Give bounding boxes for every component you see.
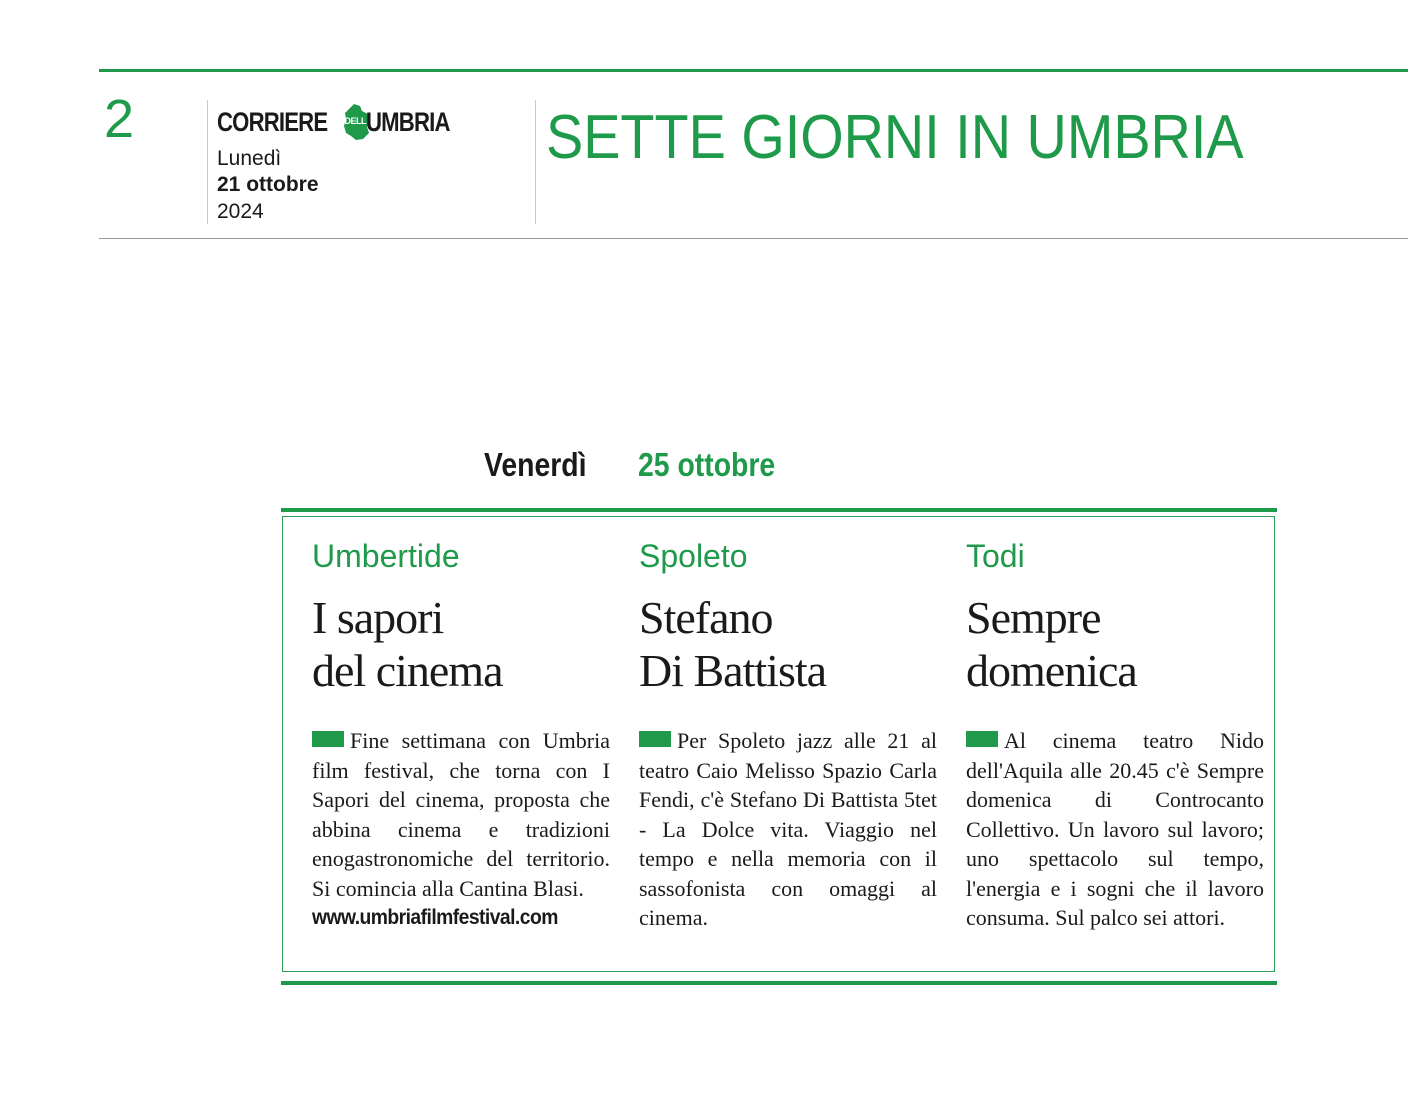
section-title: SETTE GIORNI IN UMBRIA: [546, 103, 1244, 172]
day-weekday: Venerdì: [484, 446, 587, 483]
article-spoleto: [639, 532, 937, 933]
box-bottom-rule: [281, 981, 1277, 985]
issue-weekday: Lunedì: [217, 147, 282, 170]
headline-line: domenica: [966, 645, 1137, 696]
article-body: [312, 726, 610, 933]
header-divider-right: [535, 100, 536, 224]
article-url: www.umbriafilmfestival.com: [312, 906, 558, 929]
article-body: [639, 726, 937, 933]
header-divider-left: [207, 100, 208, 224]
headline-line: Stefano: [639, 592, 773, 643]
green-square-bullet-icon: [312, 731, 344, 747]
logo-text-right: UMBRIA: [365, 106, 450, 137]
logo-text-mid: DELL: [344, 116, 367, 126]
article-headline: [639, 591, 937, 697]
header-top-rule: [99, 69, 1408, 72]
day-date: 25 ottobre: [638, 446, 776, 483]
headline-line: Sempre: [966, 592, 1101, 643]
article-city: Todi: [966, 538, 1025, 574]
page-number: 2: [104, 89, 135, 149]
article-body-text: Al cinema teatro Nido dell'Aquila alle 20.45 c'è Sempre domenica di Controcanto Collettivo. Un lavoro sul lavoro; uno spettacolo sul tempo, l'energia e i sogni che il lavoro consuma. Sul palco sei attori.: [966, 728, 1264, 930]
headline-line: Di Battista: [639, 645, 827, 696]
article-umbertide: [312, 532, 610, 933]
article-body: [966, 726, 1264, 933]
article-city: Spoleto: [639, 538, 748, 574]
newspaper-logo: [217, 100, 468, 144]
issue-year: 2024: [217, 200, 264, 223]
green-square-bullet-icon: [966, 731, 998, 747]
header-bottom-rule: [99, 238, 1408, 239]
article-todi: [966, 532, 1264, 933]
article-headline: [312, 591, 610, 697]
article-body-text: Per Spoleto jazz alle 21 al teatro Caio Melisso Spazio Carla Fendi, c'è Stefano Di Battista 5tet - La Dolce vita. Viaggio nel tempo e nella memoria con il sassofonista con omaggi al cinema.: [639, 728, 937, 930]
headline-line: I sapori: [312, 592, 444, 643]
article-headline: [966, 591, 1264, 697]
logo-text-left: CORRIERE: [217, 106, 328, 137]
article-body-text: Fine settimana con Umbria film festival, che torna con I Sapori del cinema, proposta che abbina cinema e tradizioni enogastronomiche del territorio. Si comincia alla Cantina Blasi.: [312, 728, 610, 901]
article-city: Umbertide: [312, 538, 460, 574]
headline-line: del cinema: [312, 645, 503, 696]
box-top-rule: [281, 508, 1277, 512]
issue-day-month: 21 ottobre: [217, 173, 319, 196]
green-square-bullet-icon: [639, 731, 671, 747]
